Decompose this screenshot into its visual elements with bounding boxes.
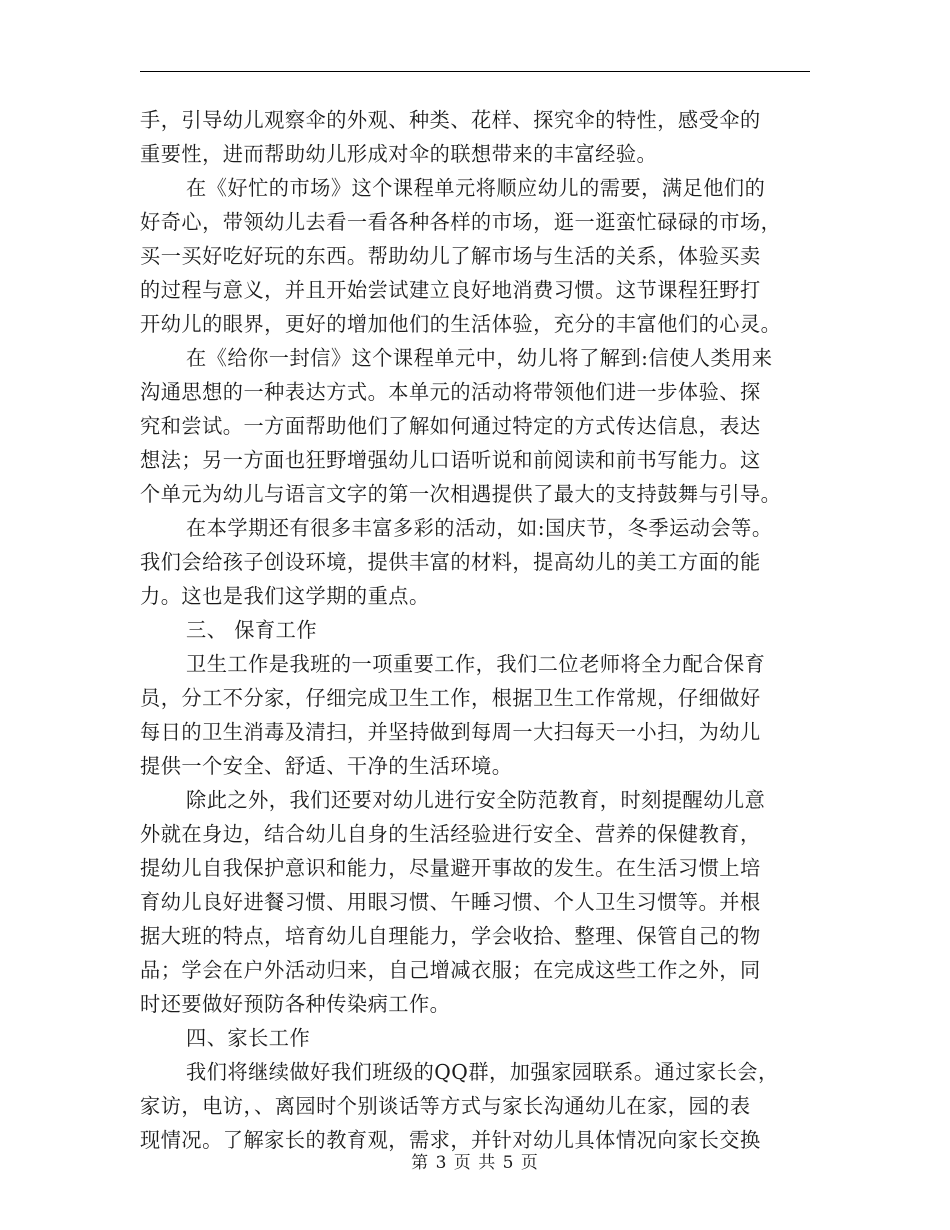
text-line: 员，分工不分家，仔细完成卫生工作，根据卫生工作常规，仔细做好 <box>140 686 761 710</box>
text-line: 手，引导幼儿观察伞的外观、种类、花样、探究伞的特性，感受伞的 <box>140 108 761 132</box>
section-heading: 三、 保育工作 <box>186 618 318 642</box>
text-line: 每日的卫生消毒及清扫，并坚持做到每周一大扫每天一小扫，为幼儿 <box>140 720 761 744</box>
text-line: 买一买好吃好玩的东西。帮助幼儿了解市场与生活的关系，体验买卖 <box>140 244 761 268</box>
text-line: 个单元为幼儿与语言文字的第一次相遇提供了最大的支持鼓舞与引导。 <box>140 482 782 506</box>
paragraph-start: 在《好忙的市场》这个课程单元将顺应幼儿的需要，满足他们的 <box>186 176 766 200</box>
document-body <box>140 103 810 1157</box>
page-number-label: 第 3 页 共 5 页 <box>411 1153 539 1173</box>
paragraph-start: 在本学期还有很多丰富多彩的活动，如:国庆节，冬季运动会等。 <box>186 516 773 540</box>
text-line: 力。这也是我们这学期的重点。 <box>140 584 430 608</box>
text-line: 我们会给孩子创设环境，提供丰富的材料，提高幼儿的美工方面的能 <box>140 550 761 574</box>
text-line: 外就在身边，结合幼儿自身的生活经验进行安全、营养的保健教育， <box>140 822 761 846</box>
text-line: 现情况。了解家长的教育观，需求，并针对幼儿具体情况向家长交换 <box>140 1128 761 1152</box>
paragraph-start: 在《给你一封信》这个课程单元中，幼儿将了解到:信使人类用来 <box>186 346 773 370</box>
header-rule <box>140 71 810 72</box>
paragraph-start: 卫生工作是我班的一项重要工作，我们二位老师将全力配合保育 <box>186 652 766 676</box>
text-line: 的过程与意义，并且开始尝试建立良好地消费习惯。这节课程狂野打 <box>140 278 761 302</box>
page-footer <box>0 1148 950 1173</box>
paragraph-start: 除此之外，我们还要对幼儿进行安全防范教育，时刻提醒幼儿意 <box>186 788 766 812</box>
text-line: 重要性，进而帮助幼儿形成对伞的联想带来的丰富经验。 <box>140 142 658 166</box>
paragraph-start: 我们将继续做好我们班级的QQ群，加强家园联系。通过家长会， <box>186 1060 779 1084</box>
text-line: 沟通思想的一种表达方式。本单元的活动将带领他们进一步体验、探 <box>140 380 761 404</box>
text-line: 家访，电访，、离园时个别谈话等方式与家长沟通幼儿在家，园的表 <box>140 1094 751 1118</box>
text-line: 品；学会在户外活动归来，自己增减衣服；在完成这些工作之外，同 <box>140 958 761 982</box>
text-line: 好奇心，带领幼儿去看一看各种各样的市场，逛一逛蛮忙碌碌的市场， <box>140 210 782 234</box>
text-line: 育幼儿良好进餐习惯、用眼习惯、午睡习惯、个人卫生习惯等。并根 <box>140 890 761 914</box>
text-line: 究和尝试。一方面帮助他们了解如何通过特定的方式传达信息，表达 <box>140 414 761 438</box>
text-line: 时还要做好预防各种传染病工作。 <box>140 992 451 1016</box>
section-heading: 四、家长工作 <box>186 1026 311 1050</box>
text-line: 据大班的特点，培育幼儿自理能力，学会收拾、整理、保管自己的物 <box>140 924 761 948</box>
text-line: 开幼儿的眼界，更好的增加他们的生活体验，充分的丰富他们的心灵。 <box>140 312 782 336</box>
text-line: 提供一个安全、舒适、干净的生活环境。 <box>140 754 513 778</box>
text-line: 提幼儿自我保护意识和能力，尽量避开事故的发生。在生活习惯上培 <box>140 856 761 880</box>
text-line: 想法；另一方面也狂野增强幼儿口语听说和前阅读和前书写能力。这 <box>140 448 761 472</box>
